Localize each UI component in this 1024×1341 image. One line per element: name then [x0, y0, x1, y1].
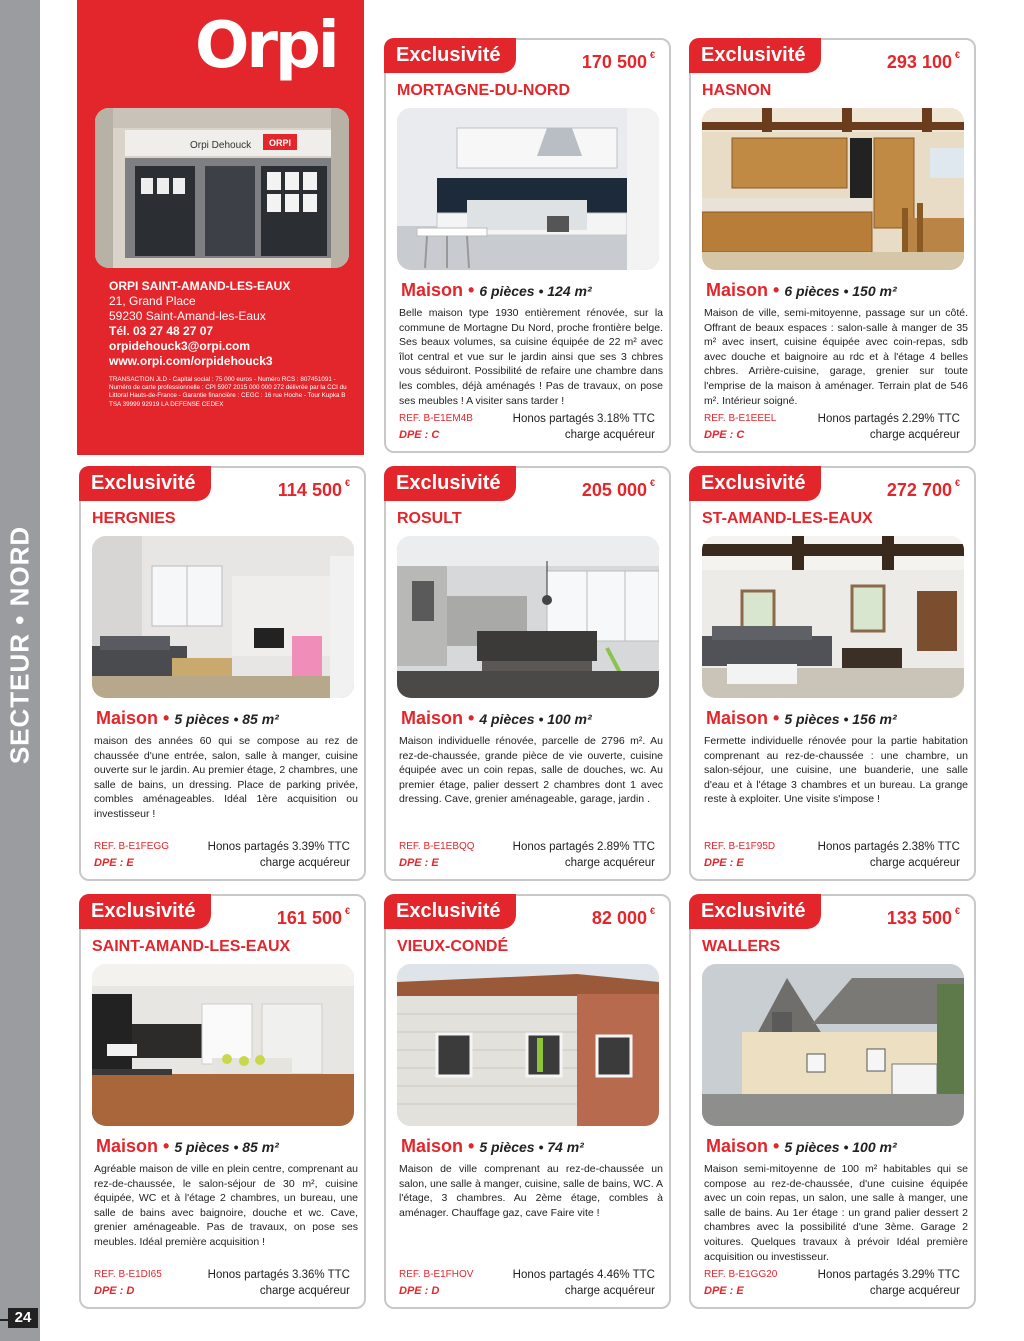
agency-legal-notice: TRANSACTION JLD - Capital social : 75 000 euros - Numéro RCS : 807451091 - Numéro de carte professionnelle : CPI 5907 2015 000 000 272 délivrée par la CCI du Littoral Hauts-de-France - Garantie financière : CEGC : 16 rue Hoche - Tour Kupka B TSA 39999 92919 LA DEFENSE CEDEX — [109, 376, 347, 408]
agency-phone: Tél. 03 27 48 27 07 — [109, 324, 214, 338]
listing-description: Maison individuelle rénovée, parcelle de 2796 m². Au rez-de-chaussée, grande pièce de vie ouverte, cuisine équipée avec un coin repas, salle de douches, wc. Au premier étage, palier dessert 2 chambres dont 1 avec dressing. Cave, grenier aménageable, garage, jardin . — [399, 735, 663, 806]
listing-title: Maison • 6 pièces • 150 m² — [706, 280, 897, 300]
listing-reference — [704, 1267, 777, 1299]
energy-rating: DPE : D — [399, 1285, 440, 1297]
page-number: 24 — [8, 1308, 38, 1328]
ref-code: REF. B-E1EEEL — [704, 413, 777, 424]
price-value: 205 000 — [581, 480, 647, 500]
listing-card[interactable] — [384, 466, 671, 881]
property-type: Maison — [96, 708, 159, 728]
fees-payer: charge acquéreur — [564, 1285, 655, 1297]
listing-city: ROSULT — [397, 510, 462, 527]
exclusivity-badge: Exclusivité — [79, 466, 211, 501]
listing-fees — [513, 411, 655, 443]
ref-code: REF. B-E1FHOV — [399, 1269, 474, 1280]
price-value: 170 500 — [581, 52, 647, 72]
property-details: 6 pièces • 150 m² — [784, 283, 897, 299]
listing-card[interactable] — [79, 466, 366, 881]
property-details: 5 pièces • 85 m² — [174, 711, 279, 727]
property-details: 5 pièces • 156 m² — [784, 711, 897, 727]
listing-fees — [818, 839, 960, 871]
listing-photo[interactable] — [92, 964, 354, 1126]
listing-price — [887, 52, 960, 73]
orpi-logo: Orpi — [195, 9, 337, 83]
fees-payer: charge acquéreur — [869, 429, 960, 441]
listing-price — [278, 480, 350, 501]
price-value: 293 100 — [886, 52, 952, 72]
sector-sidebar — [0, 0, 40, 1341]
fees-rate: Honos partagés 4.46% TTC — [512, 1269, 655, 1281]
currency-symbol: € — [954, 50, 960, 60]
exclusivity-badge: Exclusivité — [689, 466, 821, 501]
exclusivity-badge: Exclusivité — [384, 466, 516, 501]
agency-name: ORPI SAINT-AMAND-LES-EAUX — [109, 279, 291, 293]
listing-description: maison des années 60 qui se compose au rez de chaussée d'une entrée, salon, salle à manger, cuisine ouverte sur le jardin. Au premier étage, 2 chambres, une salle de bains, un dressing. Place de parking privée, combles aménageables. Idéal 1ère acquisition ou investisseur ! — [94, 735, 358, 820]
listing-description: Fermette individuelle rénovée pour la partie habitation comprenant au rez-de-chaussée : une chambre, un salon-séjour, une cuisine, une buanderie, une salle d'eau et à l'étage 3 chambres et un bureau. La grange reste à exploiter. Une visite s'impose ! — [704, 735, 968, 806]
property-details: 6 pièces • 124 m² — [479, 283, 592, 299]
listing-title: Maison • 6 pièces • 124 m² — [401, 280, 592, 300]
property-details: 5 pièces • 85 m² — [174, 1139, 279, 1155]
price-value: 272 700 — [886, 480, 952, 500]
ref-code: REF. B-E1F95D — [704, 841, 776, 852]
currency-symbol: € — [649, 50, 655, 60]
listing-card[interactable] — [79, 894, 366, 1309]
listing-card[interactable] — [689, 466, 976, 881]
agency-storefront-photo — [95, 108, 349, 268]
fees-payer: charge acquéreur — [869, 1285, 960, 1297]
listing-card[interactable] — [384, 38, 671, 453]
energy-rating: DPE : C — [704, 429, 745, 441]
listing-reference — [399, 411, 473, 443]
agency-contact — [109, 279, 354, 409]
ref-code: REF. B-E1GG20 — [704, 1269, 778, 1280]
listing-card[interactable] — [689, 894, 976, 1309]
listing-fees — [208, 1267, 350, 1299]
listing-title: Maison • 5 pièces • 156 m² — [706, 708, 897, 728]
ref-code: REF. B-E1EBQQ — [399, 841, 475, 852]
energy-rating: DPE : C — [399, 429, 440, 441]
listing-price — [582, 480, 655, 501]
fees-payer: charge acquéreur — [564, 429, 655, 441]
shop-sign-text: Orpi Dehouck — [190, 140, 252, 151]
property-type: Maison — [401, 280, 464, 300]
listing-reference — [704, 411, 776, 443]
property-type: Maison — [401, 1136, 464, 1156]
property-details: 5 pièces • 74 m² — [479, 1139, 584, 1155]
listing-description: Maison de ville, semi-mitoyenne, passage sur un côté. Offrant de beaux espaces : salon-salle à manger de 35 m² avec insert, cuisine équipée avec coin-repas, sdb avec douche et baignoire au rdc et à l'étage 4 belles chbres. Arrière-cuisine, garage, grenier sur toute l'emprise de la maison à aménager. Terrain plat de 546 m². Intérieur soigné. — [704, 307, 968, 407]
listing-photo[interactable] — [92, 536, 354, 698]
listing-reference — [399, 1267, 473, 1299]
listing-title: Maison • 5 pièces • 85 m² — [96, 1136, 279, 1156]
property-type: Maison — [706, 280, 769, 300]
agency-email[interactable]: orpidehouck3@orpi.com — [109, 339, 251, 353]
fees-rate: Honos partagés 3.39% TTC — [207, 841, 350, 853]
listing-reference — [94, 1267, 162, 1299]
listing-reference — [94, 839, 169, 871]
currency-symbol: € — [649, 478, 655, 488]
ref-code: REF. B-E1FEGG — [94, 841, 170, 852]
listing-price — [887, 908, 960, 929]
listing-title: Maison • 4 pièces • 100 m² — [401, 708, 592, 728]
listing-photo[interactable] — [702, 536, 964, 698]
listing-city: ST-AMAND-LES-EAUX — [702, 510, 873, 527]
energy-rating: DPE : E — [399, 857, 439, 869]
listing-price — [592, 908, 655, 929]
listing-card[interactable] — [689, 38, 976, 453]
fees-payer: charge acquéreur — [259, 1285, 350, 1297]
price-value: 82 000 — [591, 908, 647, 928]
agency-panel — [77, 0, 364, 455]
listing-city: VIEUX-CONDÉ — [397, 938, 509, 955]
listing-description: Belle maison type 1930 entièrement rénovée, sur la commune de Mortagne Du Nord, proche frontière belge. Ses beaux volumes, sa cuisine équipée de 22 m² avec îlot central et vue sur le jardin ainsi que ses 3 chbres vous séduiront. Possibilité de refaire une chambre dans les combles, déjà aménagés ! Pas de travaux, on pose ses meubles ! A visiter sans tarder ! — [399, 307, 663, 407]
currency-symbol: € — [344, 478, 350, 488]
listing-photo[interactable] — [397, 108, 659, 270]
energy-rating: DPE : E — [704, 1285, 744, 1297]
listing-title: Maison • 5 pièces • 74 m² — [401, 1136, 584, 1156]
energy-rating: DPE : E — [94, 857, 134, 869]
listing-photo[interactable] — [702, 964, 964, 1126]
listing-photo[interactable] — [702, 108, 964, 270]
listing-price — [277, 908, 350, 929]
fees-payer: charge acquéreur — [564, 857, 655, 869]
listing-city: HASNON — [702, 82, 772, 99]
currency-symbol: € — [649, 906, 655, 916]
fees-payer: charge acquéreur — [259, 857, 350, 869]
currency-symbol: € — [344, 906, 350, 916]
listing-reference — [704, 839, 775, 871]
price-value: 114 500 — [277, 480, 342, 500]
listing-description: Agréable maison de ville en plein centre, comprenant au rez-de-chaussée, le salon-séjour de 30 m², cuisine équipée, WC et à l'étage 2 chambres, un bureau, une salle de bains avec baignoire, douche et wc. Cave, grenier aménageable. Pas de travaux, on pose ses meubles. Idéal première acquisition ! — [94, 1163, 358, 1248]
listing-city: WALLERS — [702, 938, 781, 955]
listing-description: Maison semi-mitoyenne de 100 m² habitables qui se compose au rez-de-chaussée, d'une cuisine équipée avec un coin repas, un salon, une salle à manger, une salle de bains. Au 1er étage : un grand palier dessert 2 chambres avec la possibilité d'une 3ème. Garage 2 voitures. Quelques travaux à prévoir Idéal première acquisition ou investisseur. — [704, 1163, 968, 1263]
agency-website[interactable]: www.orpi.com/orpidehouck3 — [109, 354, 273, 368]
listing-price — [582, 52, 655, 73]
listing-city: SAINT-AMAND-LES-EAUX — [92, 938, 291, 955]
listing-reference — [399, 839, 475, 871]
fees-rate: Honos partagés 3.36% TTC — [207, 1269, 350, 1281]
exclusivity-badge: Exclusivité — [384, 38, 516, 73]
listing-title: Maison • 5 pièces • 85 m² — [96, 708, 279, 728]
exclusivity-badge: Exclusivité — [79, 894, 211, 929]
property-type: Maison — [706, 708, 769, 728]
currency-symbol: € — [954, 478, 960, 488]
property-details: 4 pièces • 100 m² — [479, 711, 592, 727]
exclusivity-badge: Exclusivité — [689, 38, 821, 73]
sector-label: SECTEUR • NORD — [4, 525, 35, 765]
listing-fees — [513, 1267, 655, 1299]
listing-description: Maison de ville comprenant au rez-de-chaussée un salon, une salle à manger, cuisine, salle de bains, WC. A l'étage, 3 chambres. Au 2ème étage, combles à aménager. Chauffage gaz, cave Faire vite ! — [399, 1163, 663, 1219]
listing-city: HERGNIES — [92, 510, 176, 527]
listing-card[interactable] — [384, 894, 671, 1309]
agency-address-line2: 59230 Saint-Amand-les-Eaux — [109, 309, 266, 323]
property-details: 5 pièces • 100 m² — [784, 1139, 897, 1155]
energy-rating: DPE : E — [704, 857, 744, 869]
property-type: Maison — [96, 1136, 159, 1156]
price-value: 161 500 — [276, 908, 342, 928]
listing-fees — [818, 1267, 960, 1299]
property-type: Maison — [706, 1136, 769, 1156]
agency-address-line1: 21, Grand Place — [109, 294, 196, 308]
listing-fees — [208, 839, 350, 871]
fees-rate: Honos partagés 2.89% TTC — [512, 841, 655, 853]
fees-rate: Honos partagés 3.18% TTC — [512, 413, 655, 425]
ref-code: REF. B-E1DI65 — [94, 1269, 162, 1280]
exclusivity-badge: Exclusivité — [384, 894, 516, 929]
listing-title: Maison • 5 pièces • 100 m² — [706, 1136, 897, 1156]
ref-code: REF. B-E1EM4B — [399, 413, 473, 424]
fees-rate: Honos partagés 2.29% TTC — [817, 413, 960, 425]
energy-rating: DPE : D — [94, 1285, 135, 1297]
property-type: Maison — [401, 708, 464, 728]
listing-price — [887, 480, 960, 501]
fees-payer: charge acquéreur — [869, 857, 960, 869]
currency-symbol: € — [954, 906, 960, 916]
listing-photo[interactable] — [397, 964, 659, 1126]
exclusivity-badge: Exclusivité — [689, 894, 821, 929]
fees-rate: Honos partagés 2.38% TTC — [817, 841, 960, 853]
fees-rate: Honos partagés 3.29% TTC — [817, 1269, 960, 1281]
shop-sign-logo: ORPI — [269, 138, 292, 148]
listing-fees — [513, 839, 655, 871]
listing-photo[interactable] — [397, 536, 659, 698]
price-value: 133 500 — [886, 908, 952, 928]
listing-fees — [818, 411, 960, 443]
listing-city: MORTAGNE-DU-NORD — [397, 82, 571, 99]
